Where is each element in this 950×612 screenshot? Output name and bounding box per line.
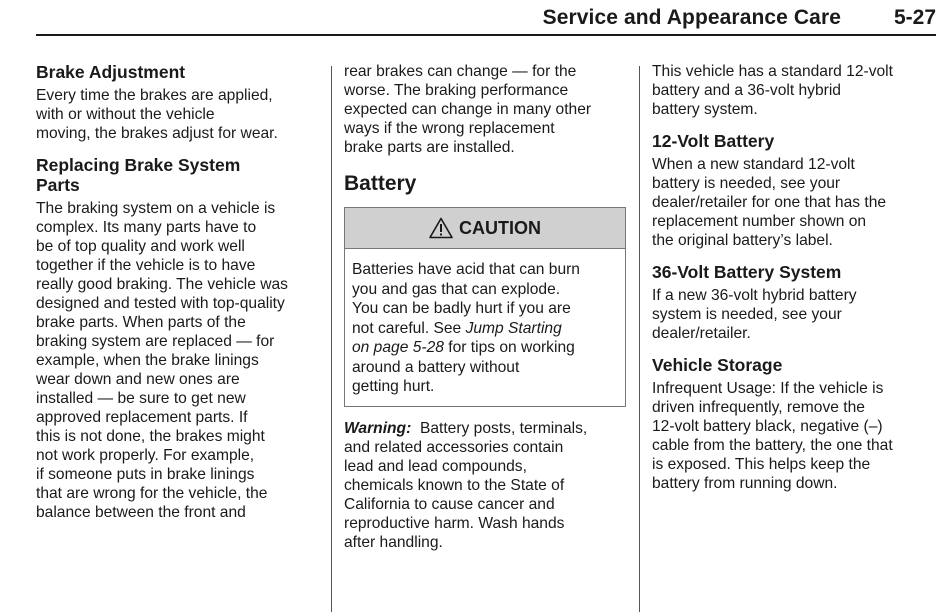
text-line: Batteries have acid that can burn [352, 261, 580, 278]
text-line: that are wrong for the vehicle, the [36, 485, 268, 502]
twelve-volt-battery-heading: 12-Volt Battery [652, 131, 775, 151]
brake-adjustment-heading: Brake Adjustment [36, 62, 186, 82]
text-line: braking system are replaced — for [36, 333, 275, 350]
text-line: battery from running down. [652, 475, 838, 492]
text-line: if someone puts in brake linings [36, 466, 255, 483]
text-run: Battery posts, terminals, [411, 419, 588, 437]
text-line: Every time the brakes are applied, [36, 87, 273, 104]
warning-text [344, 419, 630, 552]
heading-line: Replacing Brake System [36, 155, 241, 175]
text-line: worse. The braking performance [344, 82, 569, 99]
text-line: replacement number shown on [652, 213, 867, 230]
text-line: battery is needed, see your [652, 175, 841, 192]
text-line: this is not done, the brakes might [36, 428, 265, 445]
text-line: is exposed. This helps keep the [652, 456, 871, 473]
column-3 [652, 62, 937, 493]
text-line: dealer/retailer for one that has the [652, 194, 887, 211]
vehicle-storage-text [652, 379, 937, 493]
caution-label: CAUTION [459, 217, 541, 238]
caution-header [345, 208, 625, 249]
text-line: the original battery’s label. [652, 232, 833, 249]
text-line: designed and tested with top-quality [36, 295, 285, 312]
text-line: installed — be sure to get new [36, 390, 246, 407]
text-line: cable from the battery, the one that [652, 437, 893, 454]
brake-parts-continued-text [344, 62, 630, 157]
section-title: Service and Appearance Care [542, 6, 841, 29]
text-line: If a new 36-volt hybrid battery [652, 287, 857, 304]
text-line: ways if the wrong replacement [344, 120, 555, 137]
text-line: getting hurt. [352, 378, 435, 395]
text-line: brake parts are installed. [344, 139, 515, 156]
text-line: expected can change in many other [344, 101, 592, 118]
text-line [352, 338, 618, 358]
heading-line: Parts [36, 175, 80, 195]
text-line: The braking system on a vehicle is [36, 200, 276, 217]
warning-triangle-icon [429, 217, 453, 239]
thirtysix-volt-text [652, 286, 937, 343]
text-line: rear brakes can change — for the [344, 63, 577, 80]
text-line: really good braking. The vehicle was [36, 276, 288, 293]
text-line: moving, the brakes adjust for wear. [36, 125, 278, 142]
replacing-brake-parts-heading [36, 155, 322, 195]
battery-heading: Battery [344, 172, 417, 195]
text-line: example, when the brake linings [36, 352, 259, 369]
text-run: for tips on working [443, 339, 575, 356]
text-line: together if the vehicle is to have [36, 257, 256, 274]
text-line: approved replacement parts. If [36, 409, 248, 426]
text-line: balance between the front and [36, 504, 246, 521]
page-number: 5-27 [893, 6, 936, 29]
text-line: dealer/retailer. [652, 325, 751, 342]
brake-adjustment-text [36, 86, 322, 143]
vehicle-storage-heading: Vehicle Storage [652, 355, 783, 375]
caution-box [344, 207, 626, 407]
text-line: wear down and new ones are [36, 371, 240, 388]
text-line: reproductive harm. Wash hands [344, 514, 565, 532]
page-header [36, 0, 936, 36]
text-line: This vehicle has a standard 12-volt [652, 63, 893, 80]
jump-starting-reference[interactable]: Jump Starting [465, 319, 562, 337]
text-line: after handling. [344, 533, 443, 551]
page-reference[interactable]: on page 5-28 [352, 339, 444, 356]
text-line: lead and lead compounds, [344, 457, 527, 475]
column-1 [36, 62, 322, 522]
text-run: not careful. See [352, 319, 466, 337]
text-line: be of top quality and work well [36, 238, 245, 255]
text-line: When a new standard 12-volt [652, 156, 855, 173]
column-divider-2 [639, 66, 640, 612]
twelve-volt-battery-text [652, 155, 937, 250]
text-line: California to cause cancer and [344, 495, 555, 513]
text-line: system is needed, see your [652, 306, 842, 323]
text-line: not work properly. For example, [36, 447, 255, 464]
text-line: battery and a 36-volt hybrid [652, 82, 841, 99]
text-line: Infrequent Usage: If the vehicle is [652, 380, 884, 397]
column-divider-1 [331, 66, 332, 612]
text-line: and related accessories contain [344, 438, 564, 456]
text-line [344, 419, 630, 438]
text-line: you and gas that can explode. [352, 280, 561, 298]
text-line: battery system. [652, 101, 758, 118]
text-line: You can be badly hurt if you are [352, 300, 571, 317]
text-line: around a battery without [352, 358, 520, 376]
text-line: with or without the vehicle [36, 106, 215, 123]
warning-label: Warning: [344, 419, 412, 437]
replacing-brake-parts-text [36, 199, 322, 522]
text-line: chemicals known to the State of [344, 476, 565, 494]
text-line: complex. Its many parts have to [36, 219, 257, 236]
text-line: brake parts. When parts of the [36, 314, 246, 331]
caution-text [345, 249, 625, 406]
text-line: driven infrequently, remove the [652, 399, 865, 416]
text-line: 12-volt battery black, negative (–) [652, 418, 883, 435]
battery-intro-text [652, 62, 937, 119]
thirtysix-volt-heading: 36-Volt Battery System [652, 262, 842, 282]
column-2 [344, 62, 630, 552]
text-line [352, 319, 618, 339]
